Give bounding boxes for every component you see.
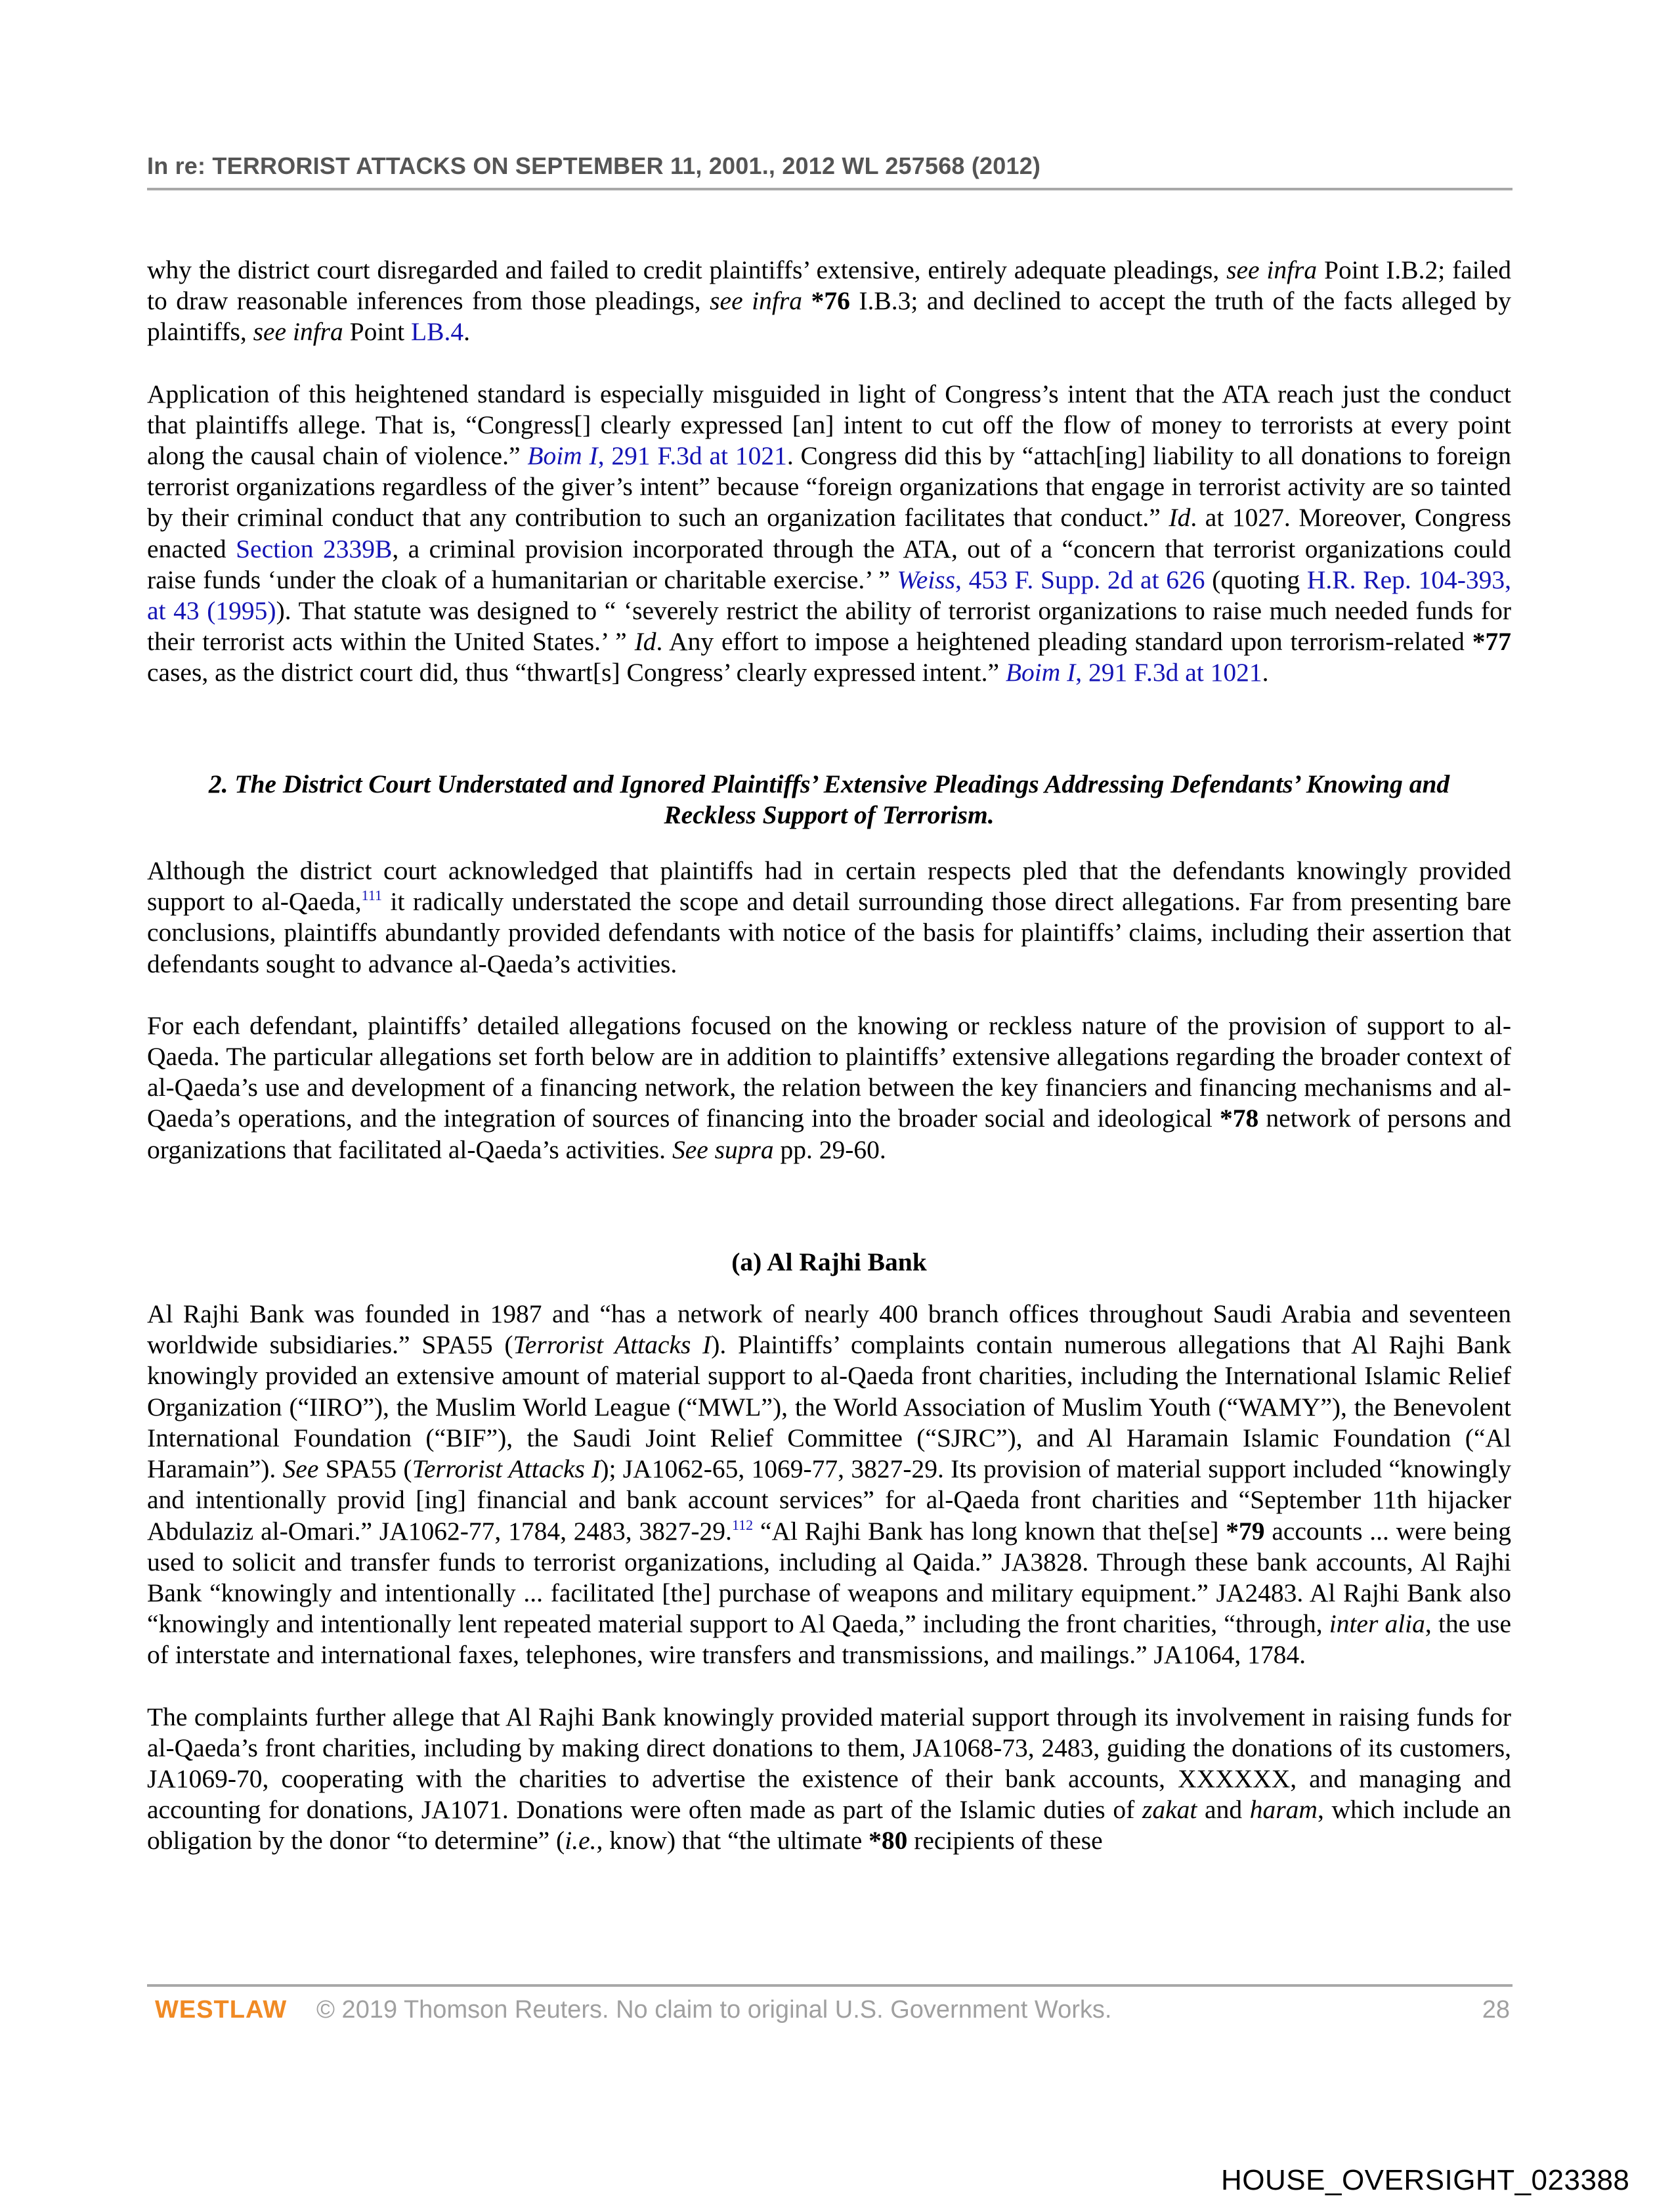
star-page-marker: *79 [1226, 1516, 1265, 1546]
westlaw-logo: WESTLAW [155, 1996, 288, 2024]
text: . Any effort to impose a heightened pleading standard upon terrorism-related [656, 627, 1472, 657]
text: Application of this heightened standard is especially misguided in light of Congress’s intent that the ATA reach just the conduct that plaintiffs allege. That is, “Congress[] clearly expressed [an] intent to cut off the flow of money to terrorists at every point along the causal chain of violence.” [147, 379, 1511, 471]
citation-link-boim[interactable] [527, 441, 787, 470]
case-name: Boim I [527, 441, 598, 471]
citation-text: , 291 F.3d at 1021 [1075, 658, 1262, 687]
text: Point I.B.2; failed to draw reasonable inferences from those pleadings, [147, 255, 1511, 316]
text: ). That statute was designed to “ ‘severely restrict the ability of terrorist organizations to raise much needed funds for their terrorist acts within the United States.’ ” [147, 596, 1511, 657]
paragraph [147, 1299, 1511, 1670]
citation-link-boim[interactable] [1006, 658, 1262, 687]
page-number: 28 [1482, 1996, 1510, 2024]
section-heading: 2. The District Court Understated and Ignored Plaintiffs’ Extensive Pleadings Addressing Defendants’ Knowing and Reckless Support of Terrorism. [208, 769, 1450, 829]
star-page-marker: *76 [811, 286, 850, 316]
text: , the use of interstate and international faxes, telephones, wire transfers and transmissions, and mailings.” JA1064, 1784. [147, 1609, 1511, 1670]
header-divider [147, 188, 1513, 190]
cross-reference-link[interactable]: LB.4 [410, 317, 464, 347]
citation-text: , 453 F. Supp. 2d at 626 [955, 565, 1205, 594]
case-name-italic: Terrorist Attacks I [513, 1330, 712, 1360]
document-body [147, 255, 1511, 1857]
text: pp. 29-60. [773, 1135, 886, 1164]
text: recipients of these [907, 1826, 1103, 1855]
text: ); JA1062-65, 1069-77, 3827-29. Its provision of material support included “knowingly and intentionally provid [ing] financial and bank account services” for al-Qaeda front charities and “September 11th hijacker Abdulaziz al-Omari.” JA1062-77, 1784, 2483, 3827-29. [147, 1454, 1511, 1546]
signal-italic: see infra [710, 286, 802, 316]
term-italic: haram [1249, 1795, 1318, 1825]
text: . at 1027. Moreover, Congress enacted [147, 503, 1511, 563]
citation-text: , 291 F.3d at 1021 [597, 441, 787, 471]
latin-italic: inter alia [1329, 1609, 1425, 1639]
copyright-notice: © 2019 Thomson Reuters. No claim to original U.S. Government Works. [316, 1996, 1112, 2024]
paragraph [147, 1702, 1511, 1857]
text: SPA55 ( [318, 1454, 412, 1484]
text: and [1197, 1795, 1250, 1825]
text: it radically understated the scope and detail surrounding those direct allegations. Far from presenting bare conclusions, plaintiffs abundantly provided defendants with notice of the basis for plaintiffs’ claims, including their assertion that defendants sought to advance al-Qaeda’s activities. [147, 887, 1511, 978]
star-page-marker: *80 [869, 1826, 908, 1855]
star-page-marker: *78 [1220, 1104, 1259, 1133]
case-name-italic: Terrorist Attacks I [412, 1454, 601, 1484]
text: , know) that “the ultimate [596, 1826, 869, 1855]
signal-italic: see infra [1226, 255, 1318, 284]
id-italic: Id [1169, 503, 1191, 532]
citation-link-weiss[interactable] [897, 565, 1205, 594]
text: accounts ... were being used to solicit and transfer funds to terrorist organizations, including al Qaida.” JA3828. Through these bank accounts, Al Rajhi Bank “knowingly and intentionally ... facilitated [the] purchase of weapons and military equipment.” JA2483. Al Rajhi Bank also “knowingly and intentionally lent repeated material support to Al Qaeda,” including the front charities, “through, [147, 1516, 1511, 1639]
house-report-link[interactable]: H.R. Rep. 104-393, at 43 (1995) [147, 565, 1512, 626]
text: Although the district court acknowledged that plaintiffs had in certain respects pled that the defendants knowingly provided support to al-Qaeda, [147, 856, 1511, 917]
paragraph [147, 255, 1511, 348]
footnote-link[interactable]: 112 [731, 1516, 754, 1533]
text: . Congress did this by “attach[ing] liability to all donations to foreign terrorist organizations regardless of the giver’s intent” because “foreign organizations that engage in terrorist activity are so tainted by their criminal conduct that any contribution to such an organization facilitates that conduct.” [147, 441, 1511, 532]
case-name: Weiss [897, 565, 955, 594]
text [802, 286, 811, 315]
star-page-marker: *77 [1472, 627, 1511, 657]
text: (quoting [1205, 565, 1307, 594]
text: “Al Rajhi Bank has long known that the[se] [753, 1516, 1226, 1546]
statute-link[interactable]: Section 2339B [236, 534, 393, 563]
case-name: Boim I [1005, 658, 1076, 687]
paragraph [147, 856, 1511, 980]
text: why the district court disregarded and failed to credit plaintiffs’ extensive, entirely adequate pleadings, [147, 255, 1227, 284]
paragraph [147, 1010, 1511, 1165]
text: ). Plaintiffs’ complaints contain numerous allegations that Al Rajhi Bank knowingly provided an extensive amount of material support to al-Qaeda front charities, including the International Islamic Relief Organization (“IIRO”), the Muslim World League (“MWL”), the World Association of Muslim Youth (“WAMY”), the Benevolent International Foundation (“BIF”), the Saudi Joint Relief Committee (“SJRC”), and Al Haramain Islamic Foundation (“Al Haramain”). [147, 1330, 1511, 1484]
signal-italic: See [282, 1454, 319, 1484]
text: I.B.3; and declined to accept the truth of the facts alleged by plaintiffs, [147, 286, 1512, 347]
term-italic: zakat [1142, 1795, 1197, 1825]
signal-italic: See supra [672, 1135, 774, 1164]
text: For each defendant, plaintiffs’ detailed allegations focused on the knowing or reckless nature of the provision of support to al-Qaeda. The particular allegations set forth below are in addition to plaintiffs’ extensive allegations regarding the broader context of al-Qaeda’s use and development of a financing network, the relation between the key financiers and financing mechanisms and al-Qaeda’s operations, and the integration of sources of financing into the broader social and ideological [147, 1010, 1511, 1133]
footer-divider [147, 1984, 1513, 1987]
text: The complaints further allege that Al Rajhi Bank knowingly provided material support through its involvement in raising funds for al-Qaeda’s front charities, including by making direct donations to them, JA1068-73, 2483, guiding the donations of its customers, JA1069-70, cooperating with the charities to advertise the existence of their bank accounts, XXXXXX, and managing and accounting for donations, JA1071. Donations were often made as part of the Islamic duties of [147, 1702, 1511, 1825]
signal-italic: see infra [253, 317, 343, 347]
text: . [1262, 658, 1269, 687]
text: network of persons and organizations that facilitated al-Qaeda’s activities. [147, 1104, 1511, 1164]
id-italic: Id [634, 627, 656, 657]
subsection-heading: (a) Al Rajhi Bank [731, 1247, 927, 1276]
text: Al Rajhi Bank was founded in 1987 and “has a network of nearly 400 branch offices throughout Saudi Arabia and seventeen worldwide subsidiaries.” SPA55 ( [147, 1299, 1511, 1360]
text: , which include an obligation by the donor “to determine” ( [147, 1795, 1511, 1855]
text: cases, as the district court did, thus “thwart[s] Congress’ clearly expressed intent.” [147, 658, 1006, 687]
text: . [463, 317, 470, 347]
paragraph [147, 379, 1511, 689]
footnote-link[interactable]: 111 [361, 887, 383, 904]
bates-number: HOUSE_OVERSIGHT_023388 [1221, 2164, 1630, 2196]
text: , a criminal provision incorporated through the ATA, out of a “concern that terrorist organizations could raise funds ‘under the cloak of a humanitarian or charitable exercise.’ ” [147, 534, 1511, 594]
latin-italic: i.e. [565, 1826, 597, 1855]
text: Point [343, 317, 411, 347]
running-header: In re: TERRORIST ATTACKS ON SEPTEMBER 11, 2001., 2012 WL 257568 (2012) [147, 152, 1041, 179]
